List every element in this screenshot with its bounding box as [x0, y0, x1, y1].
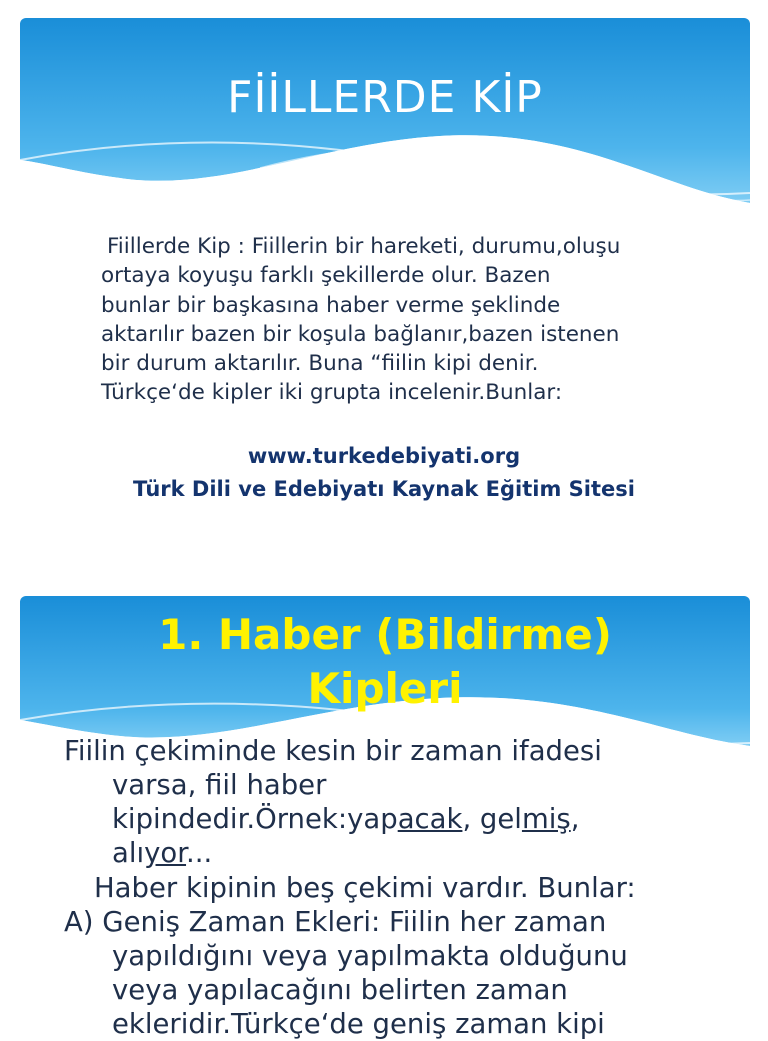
website-url[interactable]: www.turkedebiyati.org: [247, 444, 521, 468]
website-name: Türk Dili ve Edebiyatı Kaynak Eğitim Sitesi: [133, 477, 635, 501]
para-line: ekleridir.Türkçe‘de geniş zaman kipi: [112, 1008, 605, 1040]
para-line: yapıldığını veya yapılmakta olduğunu: [112, 940, 628, 972]
para-line: veya yapılacağını belirten zaman: [112, 974, 568, 1006]
para-line: A) Geniş Zaman Ekleri: Fiilin her zaman: [64, 906, 607, 938]
para-line: Haber kipinin beş çekimi vardır. Bunlar:: [94, 872, 636, 904]
slide2-title: [20, 608, 750, 716]
paragraph-line: Türkçe‘de kipler iki grupta incelenir.Bunlar:: [101, 380, 563, 406]
suffix-yor: yor: [144, 837, 187, 869]
text-run: ...: [186, 837, 213, 869]
slide1-paragraph: [101, 232, 701, 408]
slide2-title-line: 1. Haber (Bildirme): [158, 610, 612, 659]
text-run: alı: [112, 837, 145, 869]
paragraph-line: Fiillerde Kip : Fiillerin bir hareketi, durumu,oluşu: [107, 234, 621, 259]
paragraph-line: ortaya koyuşu farklı şekillerde olur. Bazen: [101, 263, 551, 289]
suffix-mis: miş: [521, 803, 571, 835]
text-run: ,: [570, 803, 580, 835]
slide1-title: FİİLLERDE KİP: [227, 72, 543, 123]
para-line: Fiilin çekiminde kesin bir zaman ifadesi: [64, 735, 602, 767]
paragraph-line: bunlar bir başkasına haber verme şeklinde: [101, 292, 561, 318]
text-run: , gel: [462, 803, 522, 835]
slide1-header: [20, 18, 750, 218]
para-line: [64, 802, 724, 836]
para-line: varsa, fiil haber: [112, 769, 327, 801]
paragraph-line: bir durum aktarılır. Buna “fiilin kipi denir.: [101, 351, 539, 377]
text-run: kipindedir.Örnek:yap: [112, 803, 398, 835]
para-line: [64, 836, 724, 870]
slide2-body: [64, 734, 724, 1041]
paragraph-line: aktarılır bazen bir koşula bağlanır,bazen istenen: [101, 321, 620, 347]
suffix-acak: acak: [397, 803, 463, 835]
slide2-title-line: Kipleri: [307, 664, 463, 713]
